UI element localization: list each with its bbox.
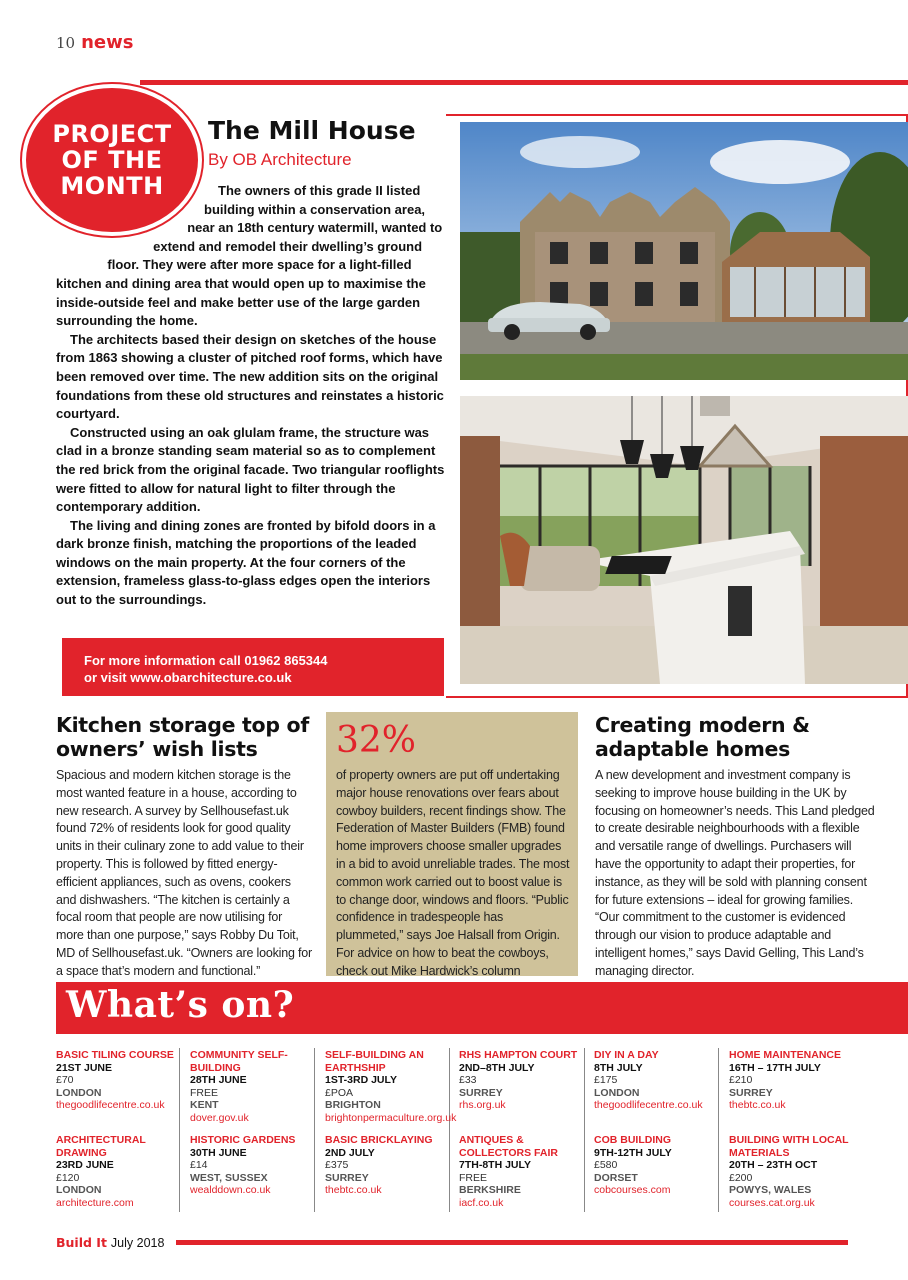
event-website-link[interactable]: brightonpermaculture.org.uk bbox=[325, 1111, 457, 1124]
event-price: £210 bbox=[729, 1074, 753, 1086]
event-website-link[interactable]: thegoodlifecentre.co.uk bbox=[56, 1099, 165, 1111]
event-date: 16TH – 17TH JULY bbox=[729, 1061, 821, 1074]
event-price: £375 bbox=[325, 1159, 349, 1171]
event-date: 2ND JULY bbox=[325, 1146, 375, 1159]
event-title: BUILDING WITH LOCAL MATERIALS bbox=[729, 1134, 849, 1159]
event-price: FREE bbox=[459, 1171, 488, 1184]
kitchen-storage-heading: Kitchen storage top of owners’ wish lists bbox=[56, 713, 309, 761]
event-website-link[interactable]: thebtc.co.uk bbox=[729, 1099, 786, 1111]
event-website-link[interactable]: cobcourses.com bbox=[594, 1184, 671, 1196]
event-price: £33 bbox=[459, 1074, 477, 1086]
page-footer bbox=[56, 1235, 164, 1250]
event-price: £200 bbox=[729, 1171, 753, 1184]
event-price: £120 bbox=[56, 1171, 80, 1184]
event-card bbox=[325, 1049, 457, 1124]
event-card bbox=[594, 1049, 722, 1112]
badge-text: PROJECT OF THE MONTH bbox=[52, 120, 172, 200]
event-card bbox=[56, 1134, 184, 1209]
event-location: LONDON bbox=[56, 1184, 102, 1196]
event-card bbox=[190, 1134, 318, 1197]
event-title: ARCHITECTURAL DRAWING bbox=[56, 1134, 146, 1159]
feature-byline: By OB Architecture bbox=[208, 150, 352, 169]
event-location: LONDON bbox=[594, 1086, 640, 1099]
event-card bbox=[729, 1049, 857, 1112]
event-title: COB BUILDING bbox=[594, 1134, 671, 1146]
event-price: FREE bbox=[190, 1086, 219, 1099]
event-date: 7TH-8TH JULY bbox=[459, 1159, 531, 1171]
event-card bbox=[459, 1134, 587, 1209]
event-price: £580 bbox=[594, 1159, 618, 1171]
issue-date: July 2018 bbox=[110, 1236, 165, 1250]
magazine-name: Build It bbox=[56, 1235, 107, 1250]
event-price: £14 bbox=[190, 1159, 208, 1171]
event-card bbox=[56, 1049, 184, 1112]
event-date: 28TH JUNE bbox=[190, 1074, 247, 1086]
event-location: WEST, SUSSEX bbox=[190, 1171, 268, 1184]
event-card bbox=[325, 1134, 453, 1197]
event-location: SURREY bbox=[459, 1086, 503, 1099]
event-date: 9TH-12TH JULY bbox=[594, 1146, 672, 1159]
event-card bbox=[459, 1049, 587, 1112]
footer-rule bbox=[176, 1240, 848, 1245]
event-date: 21ST JUNE bbox=[56, 1061, 113, 1074]
contact-info-bar bbox=[62, 638, 444, 696]
contact-phone-line: For more information call 01962 865344 bbox=[84, 653, 328, 668]
event-website-link[interactable]: thegoodlifecentre.co.uk bbox=[594, 1099, 703, 1111]
feature-paragraph: The living and dining zones are fronted by bifold doors in a dark bronze finish, matching the proportions of the leaded windows on the main property. At the four corners of the extension, frameless glass-to-glass edges open the interiors out to the surroundings. bbox=[56, 517, 436, 608]
event-date: 1ST-3RD JULY bbox=[325, 1074, 397, 1086]
event-price: £70 bbox=[56, 1074, 74, 1086]
event-website-link[interactable]: wealddown.co.uk bbox=[190, 1184, 271, 1196]
event-date: 2ND–8TH JULY bbox=[459, 1061, 535, 1074]
event-title: ANTIQUES & COLLECTORS FAIR bbox=[459, 1134, 558, 1159]
event-location: BRIGHTON bbox=[325, 1099, 381, 1111]
event-price: £175 bbox=[594, 1074, 618, 1086]
event-location: LONDON bbox=[56, 1086, 102, 1099]
event-title: BASIC TILING COURSE bbox=[56, 1049, 174, 1061]
event-date: 30TH JUNE bbox=[190, 1146, 247, 1159]
house-exterior-photo bbox=[460, 122, 908, 380]
event-website-link[interactable]: rhs.org.uk bbox=[459, 1099, 506, 1111]
event-location: DORSET bbox=[594, 1171, 638, 1184]
event-date: 8TH JULY bbox=[594, 1061, 643, 1074]
feature-paragraph: The owners of this grade II listed building within a conservation area, near an 18th century watermill, wanted to extend and remodel their dwelling’s ground floor. They were after more space for a light-filled kitchen and dining area that would open up to maximise the inside-outside feel and make better use of the large garden surrounding the home. bbox=[56, 183, 443, 329]
feature-paragraph: The architects based their design on sketches of the house from 1863 showing a cluster of pitched roof forms, which have been removed over time. The new addition sits on the original foundations from these old structures and reinstates a historic courtyard. bbox=[56, 331, 444, 422]
feature-title: The Mill House bbox=[208, 116, 416, 145]
whats-on-title: What’s on? bbox=[66, 984, 295, 1026]
event-title: DIY IN A DAY bbox=[594, 1049, 659, 1061]
event-title: HISTORIC GARDENS bbox=[190, 1134, 296, 1146]
kitchen-storage-body: Spacious and modern kitchen storage is the most wanted feature in a house, according to new research. A survey by Sellhousefast.uk found 72% of residents look for good quality units in their culinary zone to add value to their property. This is followed by fitted energy-efficient appliances, such as ovens, cookers and dishwashers. “The kitchen is certainly a focal room that people are now utilising for more than one purpose,” says Robby Du Toit, MD of Sellhousefast.uk. “Owners are looking for a space that’s modern and functional.” bbox=[56, 768, 312, 978]
event-title: BASIC BRICKLAYING bbox=[325, 1134, 433, 1146]
feature-paragraph: Constructed using an oak glulam frame, the structure was clad in a bronze standing seam material so as to complement the red brick from the original facade. Two triangular rooflights were fitted to allow for natural light to filter through the contemporary addition. bbox=[56, 424, 445, 515]
event-title: COMMUNITY SELF-BUILDING bbox=[190, 1049, 288, 1074]
event-card bbox=[729, 1134, 857, 1209]
page-number: 10 bbox=[56, 34, 76, 52]
event-title: HOME MAINTENANCE bbox=[729, 1049, 841, 1061]
stat-body: of property owners are put off undertaking major house renovations over fears about cowboy builders, recent findings show. The Federation of Master Builders (FMB) found home improvers choose smaller upgrades in a bid to avoid unreliable trades. The most common work carried out to boost value is to change door, windows and floors. “Public confidence in tradespeople has plummeted,” says Joe Halsall from Origin. For advice on how to beat the cowboys, check out Mike Hardwick’s column bbox=[336, 768, 570, 978]
event-title: RHS HAMPTON COURT bbox=[459, 1049, 578, 1061]
event-location: KENT bbox=[190, 1099, 219, 1111]
contact-web-line: or visit www.obarchitecture.co.uk bbox=[84, 670, 292, 685]
event-price: £POA bbox=[325, 1086, 354, 1099]
event-card bbox=[190, 1049, 318, 1124]
event-website-link[interactable]: architecture.com bbox=[56, 1196, 134, 1209]
event-title: SELF-BUILDING AN EARTHSHIP bbox=[325, 1049, 424, 1074]
kitchen-interior-photo bbox=[460, 396, 908, 684]
section-label: news bbox=[81, 32, 134, 53]
event-date: 20TH – 23TH OCT bbox=[729, 1159, 818, 1171]
event-website-link[interactable]: thebtc.co.uk bbox=[325, 1184, 382, 1196]
header-rule bbox=[140, 80, 908, 85]
adaptable-homes-body: A new development and investment company is seeking to improve house building in the UK by focusing on homeowner’s needs. This Land pledged to create desirable neighbourhoods with a flexible and versatile range of dwellings. Purchasers will have the opportunity to adapt their properties, for instance, as they will be sold with planning consent for future extensions – ideal for growing families. “Our commitment to the customer is evidenced through our vision to produce adaptable and intelligent homes,” says David Gelling, This Land’s managing director. bbox=[595, 768, 875, 978]
event-location: POWYS, WALES bbox=[729, 1184, 812, 1196]
adaptable-homes-heading: Creating modern & adaptable homes bbox=[595, 713, 810, 761]
feature-body bbox=[56, 182, 446, 610]
event-website-link[interactable]: courses.cat.org.uk bbox=[729, 1196, 815, 1209]
event-website-link[interactable]: dover.gov.uk bbox=[190, 1111, 249, 1124]
event-location: SURREY bbox=[729, 1086, 773, 1099]
event-card bbox=[594, 1134, 722, 1197]
stat-number: 32% bbox=[336, 720, 417, 761]
event-date: 23RD JUNE bbox=[56, 1159, 114, 1171]
event-location: SURREY bbox=[325, 1171, 369, 1184]
page-header bbox=[56, 32, 133, 54]
event-location: BERKSHIRE bbox=[459, 1184, 521, 1196]
event-website-link[interactable]: iacf.co.uk bbox=[459, 1196, 504, 1209]
